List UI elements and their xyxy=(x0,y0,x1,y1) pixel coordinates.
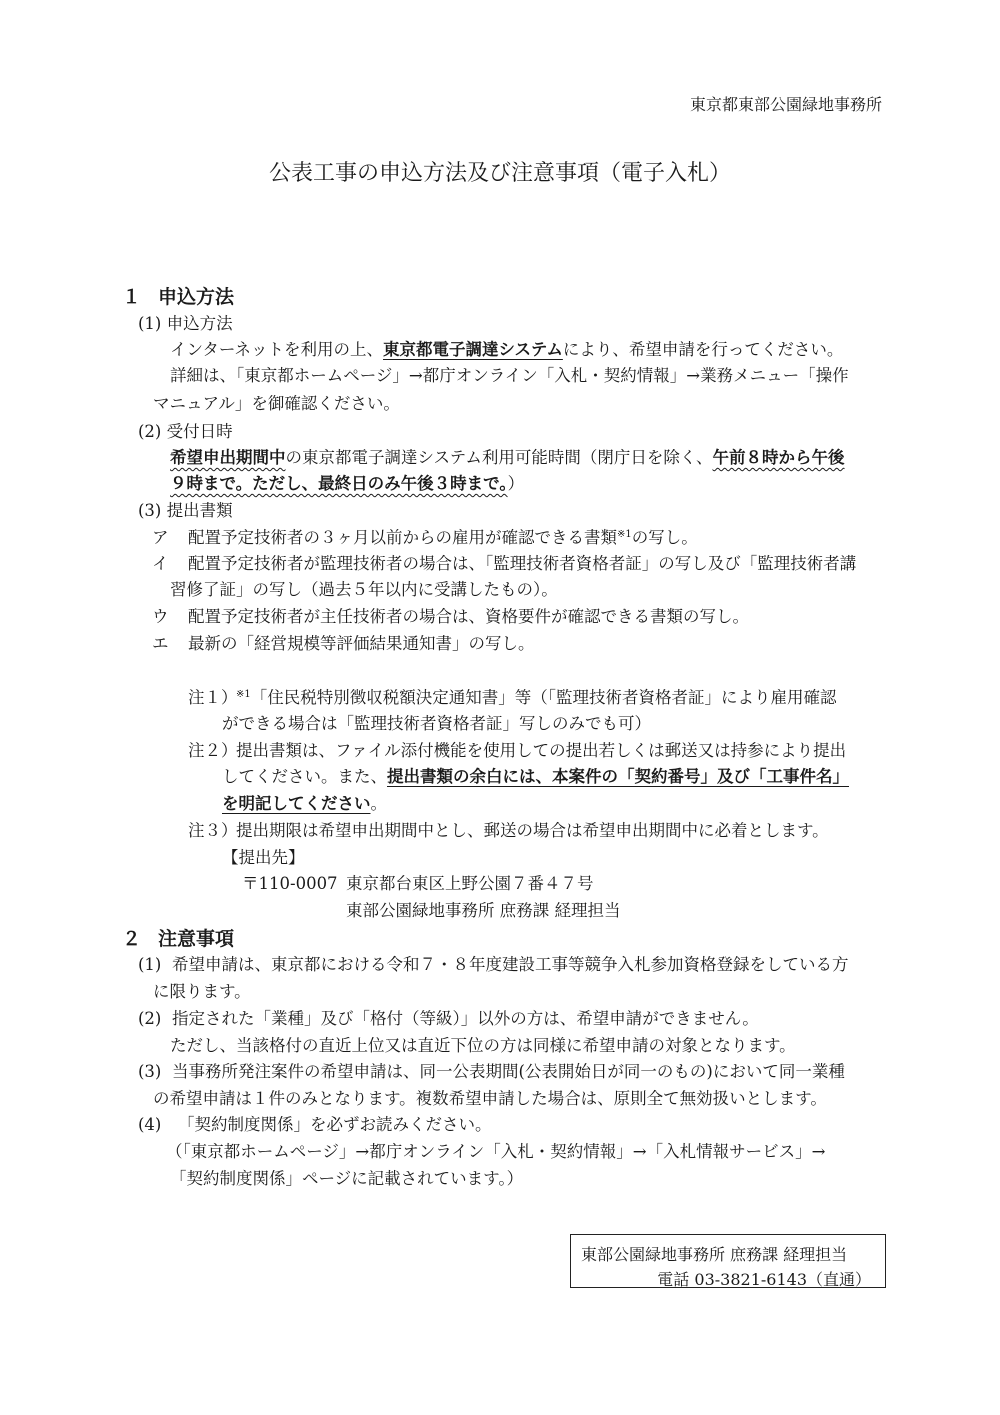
text-run: 「住民税特別徴収税額決定通知書」等（「監理技術者資格者証」により雇用確認 xyxy=(250,688,837,707)
subsection-documents-label: (3) 提出書類 xyxy=(138,501,233,520)
text-run: により、希望申請を行ってください。 xyxy=(562,340,844,359)
note-1-line-1 xyxy=(236,690,837,707)
text-run: の写し。 xyxy=(631,528,698,547)
document-item-i-line-2: 習修了証」の写し（過去５年以内に受講したもの）。 xyxy=(170,580,558,599)
caution-3-label: (3) xyxy=(138,1062,162,1081)
postal-code: 〒110-0007 xyxy=(242,874,338,893)
subsection-reception-time-label: (2) 受付日時 xyxy=(138,422,233,441)
application-method-line-3: マニュアル」を御確認ください。 xyxy=(153,394,400,413)
reception-time-line-1 xyxy=(170,450,845,467)
caution-4-line-3: 「契約制度関係」ページに記載されています。） xyxy=(170,1169,524,1188)
note-1-label: 注１） xyxy=(188,688,238,707)
document-item-e-label: エ xyxy=(152,634,169,653)
application-method-line-1 xyxy=(170,342,843,359)
caution-1-line-2: に限ります。 xyxy=(153,982,251,1001)
text-run: 配置予定技術者の３ヶ月以前からの雇用が確認できる書類 xyxy=(188,528,617,547)
contact-phone: 電話 03-3821-6143（直通） xyxy=(657,1270,871,1289)
caution-2-line-1: 指定された「業種」及び「格付（等級）」以外の方は、希望申請ができません。 xyxy=(172,1009,759,1028)
destination-recipient: 東部公園緑地事務所 庶務課 経理担当 xyxy=(346,901,621,920)
note-2-line-1: 提出書類は、ファイル添付機能を使用しての提出若しくは郵送又は持参により提出 xyxy=(236,741,847,760)
procurement-system-emphasis: 東京都電子調達システム xyxy=(383,340,563,359)
caution-2-label: (2) xyxy=(138,1009,162,1028)
section-1-number: １ xyxy=(122,286,142,308)
section-1-title: 申込方法 xyxy=(158,286,235,308)
caution-1-label: (1) xyxy=(138,955,162,974)
margin-annotation-emphasis-end: を明記してください xyxy=(222,794,371,813)
margin-annotation-emphasis: 提出書類の余白には、本案件の「契約番号」及び「工事件名」 xyxy=(387,767,849,786)
caution-4-label: (4) xyxy=(138,1115,162,1134)
note-2-line-2 xyxy=(222,769,849,786)
text-run: の東京都電子調達システム利用可能時間（閉庁日を除く、 xyxy=(285,448,713,467)
hours-emphasis-end: ９時まで。ただし、最終日のみ午後３時まで。 xyxy=(170,474,508,493)
section-2-title: 注意事項 xyxy=(158,928,235,950)
footnote-marker: ※1 xyxy=(236,689,251,700)
note-3-line-1: 提出期限は希望申出期間中とし、郵送の場合は希望申出期間中に必着とします。 xyxy=(236,821,829,840)
section-2-heading xyxy=(122,930,234,949)
section-1-heading xyxy=(122,288,234,307)
document-item-i-line-1: 配置予定技術者が監理技術者の場合は、「監理技術者資格者証」の写し及び「監理技術者講 xyxy=(188,554,857,573)
destination-label: 【提出先】 xyxy=(222,848,305,867)
document-item-a xyxy=(188,530,698,547)
note-2-line-3 xyxy=(222,796,387,813)
caution-1-line-1: 希望申請は、東京都における令和７・８年度建設工事等競争入札参加資格登録をしている方 xyxy=(172,955,849,974)
caution-4-line-2: （「東京都ホームページ」→都庁オンライン「入札・契約情報」→「入札情報サービス」→ xyxy=(166,1142,826,1161)
text-run: 。 xyxy=(370,794,387,813)
document-item-u-label: ウ xyxy=(152,607,169,626)
destination-address: 東京都台東区上野公園７番４７号 xyxy=(346,874,594,893)
document-item-i-label: イ xyxy=(152,554,169,573)
subsection-application-method-label: (1) 申込方法 xyxy=(138,314,233,333)
caution-3-line-1: 当事務所発注案件の希望申請は、同一公表期間(公表開始日が同一のもの)において同一業種 xyxy=(172,1062,845,1081)
issuing-office: 東京都東部公園緑地事務所 xyxy=(689,95,882,114)
note-2-label: 注２） xyxy=(188,741,238,760)
footnote-marker: ※1 xyxy=(617,529,632,540)
hours-emphasis-start: 午前８時から午後 xyxy=(712,448,845,467)
note-1-line-2: ができる場合は「監理技術者資格者証」写しのみでも可） xyxy=(222,714,651,733)
section-2-number: ２ xyxy=(122,928,142,950)
text-run: インターネットを利用の上、 xyxy=(170,340,384,359)
text-run: ） xyxy=(507,474,525,493)
caution-3-line-2: の希望申請は１件のみとなります。複数希望申請した場合は、原則全て無効扱いとします。 xyxy=(153,1089,827,1108)
application-period-emphasis: 希望申出期間中 xyxy=(170,448,286,467)
note-3-label: 注３） xyxy=(188,821,238,840)
document-item-e: 最新の「経営規模等評価結果通知書」の写し。 xyxy=(188,634,535,653)
text-run: してください。また、 xyxy=(222,767,387,786)
application-method-line-2: 詳細は、「東京都ホームページ」→都庁オンライン「入札・契約情報」→業務メニュー「操作 xyxy=(170,366,849,385)
document-item-u: 配置予定技術者が主任技術者の場合は、資格要件が確認できる書類の写し。 xyxy=(188,607,749,626)
reception-time-line-2 xyxy=(170,476,524,493)
document-item-a-label: ア xyxy=(152,528,169,547)
caution-2-line-2: ただし、当該格付の直近上位又は直近下位の方は同様に希望申請の対象となります。 xyxy=(170,1036,796,1055)
document-title: 公表工事の申込方法及び注意事項（電子入札） xyxy=(268,161,731,186)
contact-department: 東部公園緑地事務所 庶務課 経理担当 xyxy=(581,1245,848,1264)
caution-4-line-1: 「契約制度関係」を必ずお読みください。 xyxy=(178,1115,492,1134)
contact-box xyxy=(570,1234,886,1288)
